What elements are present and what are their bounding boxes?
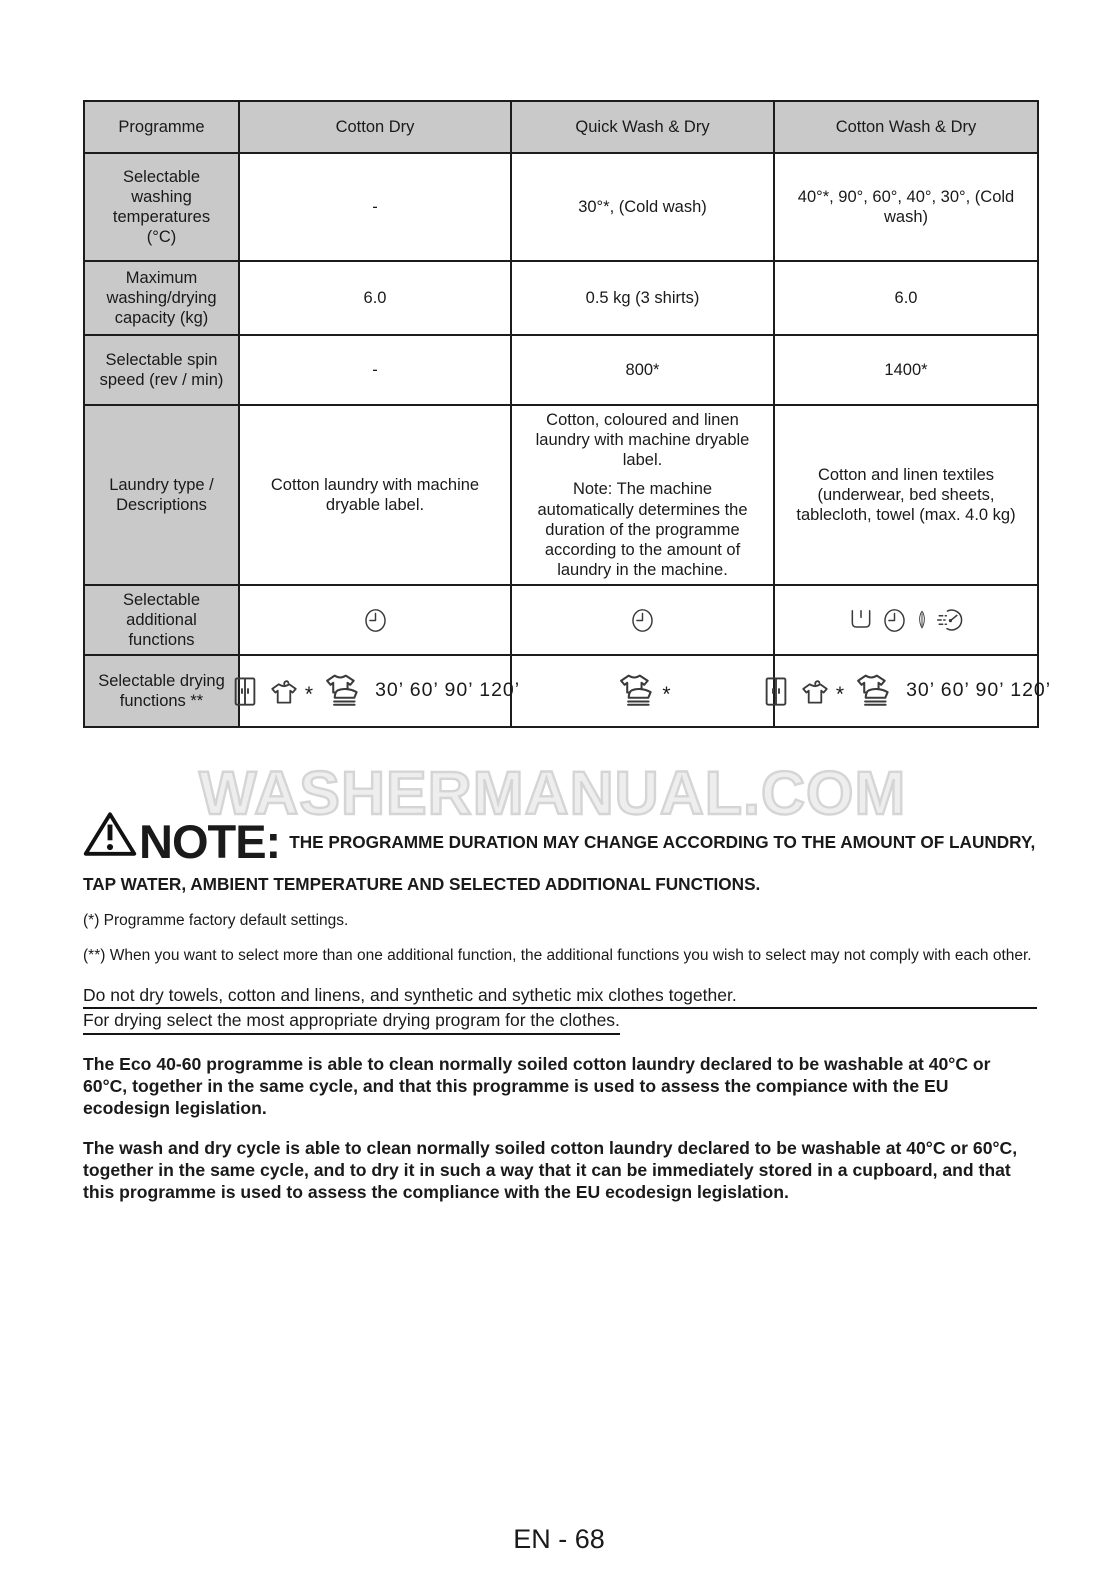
table-row	[84, 335, 1038, 405]
row-label-laundry-type: Laundry type / Descriptions	[84, 405, 239, 585]
cell-drying-cotton-dry	[239, 655, 521, 727]
drying-durations: 30’ 60’ 90’ 120’	[906, 679, 1052, 702]
laundry-description: Cotton, coloured and linen laundry with machine dryable label.	[535, 411, 750, 470]
note-section	[83, 810, 1037, 896]
col-header-quick-wash-dry: Quick Wash & Dry	[511, 101, 774, 153]
prewash-tub-icon	[848, 608, 874, 632]
drying-warning-line1: Do not dry towels, cotton and linens, and synthetic and sythetic mix clothes together.	[83, 987, 1037, 1010]
cell-temps-cotton-dry: -	[239, 153, 511, 261]
cell-temps-quick-wash-dry: 30°*, (Cold wash)	[511, 153, 774, 261]
leaf-icon	[915, 609, 929, 631]
page-content	[83, 100, 1052, 1204]
table-row	[84, 655, 1038, 727]
programme-table	[83, 100, 1052, 728]
col-header-programme: Programme	[84, 101, 239, 153]
note-heading: NOTE:	[139, 815, 281, 869]
drying-warning-line2: For drying select the most appropriate drying program for the clothes.	[83, 1012, 620, 1035]
cell-laundry-cotton-wash-dry: Cotton and linen textiles (underwear, bed sheets, tablecloth, towel (max. 4.0 kg)	[774, 405, 1038, 585]
laundry-note: Note: The machine automatically determines the duration of the programme according to the amount of laundry in the machine.	[537, 480, 748, 579]
table-row	[84, 405, 1038, 585]
cell-capacity-quick-wash-dry: 0.5 kg (3 shirts)	[511, 261, 774, 335]
cell-capacity-cotton-dry: 6.0	[239, 261, 511, 335]
col-header-cotton-dry: Cotton Dry	[239, 101, 511, 153]
note-text: THE PROGRAMME DURATION MAY CHANGE ACCORDING TO THE AMOUNT OF LAUNDRY, TAP WATER, AMBIENT TEMPERATURE AND SELECTED ADDITIONAL FUNCTIONS.	[83, 832, 1036, 894]
row-label-temperatures: Selectable washing temperatures (°C)	[84, 153, 239, 261]
table-row	[84, 585, 1038, 655]
fast-wash-icon	[936, 606, 964, 634]
asterisk-mark: *	[835, 682, 845, 706]
cell-drying-cotton-wash-dry	[774, 655, 1052, 727]
cell-temps-cotton-wash-dry: 40°*, 90°, 60°, 40°, 30°, (Cold wash)	[774, 153, 1038, 261]
shirt-iron-dry-icon	[320, 672, 364, 710]
row-label-spin-speed: Selectable spin speed (rev / min)	[84, 335, 239, 405]
cell-laundry-quick-wash-dry	[511, 405, 774, 585]
warning-triangle-icon	[83, 810, 137, 858]
drying-durations: 30’ 60’ 90’ 120’	[375, 679, 521, 702]
col-header-cotton-wash-dry: Cotton Wash & Dry	[774, 101, 1038, 153]
table-row	[84, 153, 1038, 261]
cupboard-dry-icon	[761, 672, 791, 711]
wash-dry-cycle-paragraph: The wash and dry cycle is able to clean normally soiled cotton laundry declared to be washable at 40°C or 60°C, together in the same cycle, and to dry it in such a way that it can be immediately stored in a cupboard, and that this programme is used to assess the compliance with the EU ecodesign legislation.	[83, 1138, 1018, 1202]
shirt-iron-dry-icon	[851, 672, 895, 710]
delay-timer-icon	[881, 606, 908, 635]
watermark: WASHERMANUAL.COM	[199, 759, 907, 828]
footnote-star: (*) Programme factory default settings.	[83, 912, 349, 929]
cupboard-dry-icon	[230, 672, 260, 711]
shirt-hanger-dry-icon	[267, 675, 301, 708]
drying-warning	[83, 984, 1037, 1035]
delay-timer-icon	[629, 606, 656, 635]
row-label-additional-functions: Selectable additional functions	[84, 585, 239, 655]
row-label-drying-functions: Selectable drying functions **	[84, 655, 239, 727]
cell-additional-cotton-dry	[239, 585, 511, 655]
eco-4060-paragraph: The Eco 40-60 programme is able to clean normally soiled cotton laundry declared to be washable at 40°C or 60°C, together in the same cycle, and that this programme is used to assess the compiance with the EU ecodesign legislation.	[83, 1053, 991, 1118]
shirt-hanger-dry-icon	[798, 675, 832, 708]
table-row	[84, 261, 1038, 335]
cell-spin-cotton-dry: -	[239, 335, 511, 405]
cell-additional-quick-wash-dry	[511, 585, 774, 655]
cell-additional-cotton-wash-dry	[774, 585, 1038, 655]
table-header-row	[84, 101, 1038, 153]
page-number: EN - 68	[513, 1524, 605, 1554]
cell-laundry-cotton-dry: Cotton laundry with machine dryable label.	[239, 405, 511, 585]
shirt-iron-dry-icon	[614, 672, 658, 710]
cell-spin-cotton-wash-dry: 1400*	[774, 335, 1038, 405]
cell-capacity-cotton-wash-dry: 6.0	[774, 261, 1038, 335]
row-label-capacity: Maximum washing/drying capacity (kg)	[84, 261, 239, 335]
asterisk-mark: *	[304, 682, 314, 706]
delay-timer-icon	[362, 606, 389, 635]
cell-drying-quick-wash-dry	[511, 655, 774, 727]
cell-spin-quick-wash-dry: 800*	[511, 335, 774, 405]
footnote-double-star: (**) When you want to select more than one additional function, the additional functions you wish to select may not comply with each other.	[83, 947, 1032, 965]
asterisk-mark: *	[662, 682, 671, 706]
